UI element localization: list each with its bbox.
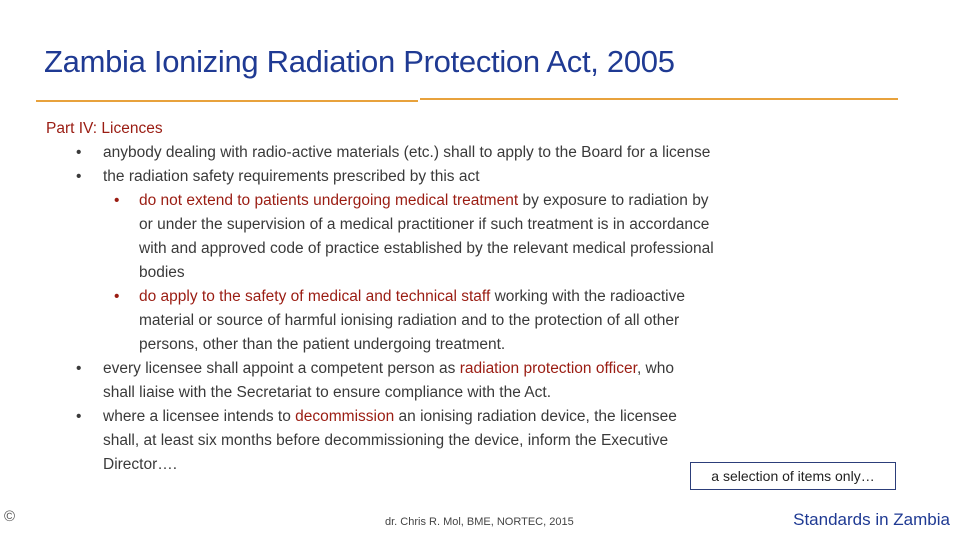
bullet-dot: •: [76, 408, 82, 425]
bullet-decommission-line3: Director….: [103, 456, 178, 473]
highlight-rpo: radiation protection officer: [459, 360, 637, 377]
sub-bullet-patients-rest: by exposure to radiation by: [518, 192, 709, 209]
sub-bullet-staff-line2: material or source of harmful ionising radiation and to the protection of all other: [139, 312, 680, 329]
bullet-rpo-line2: shall liaise with the Secretariat to ensure compliance with the Act.: [103, 384, 552, 401]
sub-bullet-staff-rest: working with the radioactive: [490, 288, 685, 305]
bullet-rpo-pre: every licensee shall appoint a competent person as: [103, 360, 460, 377]
sub-bullet-dot: •: [114, 288, 120, 305]
sub-bullet-patients-line3: with and approved code of practice established by the relevant medical professional: [139, 240, 714, 257]
bullet-rpo-post: , who: [636, 360, 674, 377]
selection-note-box: [690, 462, 896, 490]
slide-title: Zambia Ionizing Radiation Protection Act, 2005: [44, 44, 675, 79]
selection-note-text: a selection of items only…: [711, 468, 875, 484]
footer-brand: Standards in Zambia: [793, 510, 950, 529]
highlight-patients: do not extend to patients undergoing medical treatment: [139, 192, 519, 209]
bullet-dot: •: [76, 360, 82, 377]
bullet-dot: •: [76, 144, 82, 161]
copyright-symbol: ©: [4, 508, 16, 525]
sub-bullet-patients-line2: or under the supervision of a medical practitioner if such treatment is in accordance: [139, 216, 710, 233]
bullet-decommission-pre: where a licensee intends to: [103, 408, 296, 425]
bullet-apply-license: anybody dealing with radio-active materials (etc.) shall to apply to the Board for a license: [103, 144, 711, 161]
footer-author: dr. Chris R. Mol, BME, NORTEC, 2015: [385, 516, 574, 528]
bullet-dot: •: [76, 168, 82, 185]
sub-bullet-patients: [139, 189, 709, 213]
sub-bullet-staff-line3: persons, other than the patient undergoing treatment.: [139, 336, 506, 353]
section-heading: Part IV: Licences: [46, 120, 163, 137]
highlight-decommission: decommission: [295, 408, 395, 425]
bullet-decommission: [103, 405, 677, 429]
bullet-rpo: [103, 357, 674, 381]
highlight-staff: do apply to the safety of medical and technical staff: [139, 288, 491, 305]
bullet-decommission-post: an ionising radiation device, the licensee: [394, 408, 677, 425]
sub-bullet-patients-line4: bodies: [139, 264, 185, 281]
bullet-decommission-line2: shall, at least six months before decommissioning the device, inform the Executive: [103, 432, 669, 449]
title-rule-left: [36, 100, 418, 102]
sub-bullet-staff: [139, 285, 685, 309]
sub-bullet-dot: •: [114, 192, 120, 209]
bullet-safety-requirements: the radiation safety requirements prescribed by this act: [103, 168, 480, 185]
title-rule-right: [420, 98, 898, 100]
